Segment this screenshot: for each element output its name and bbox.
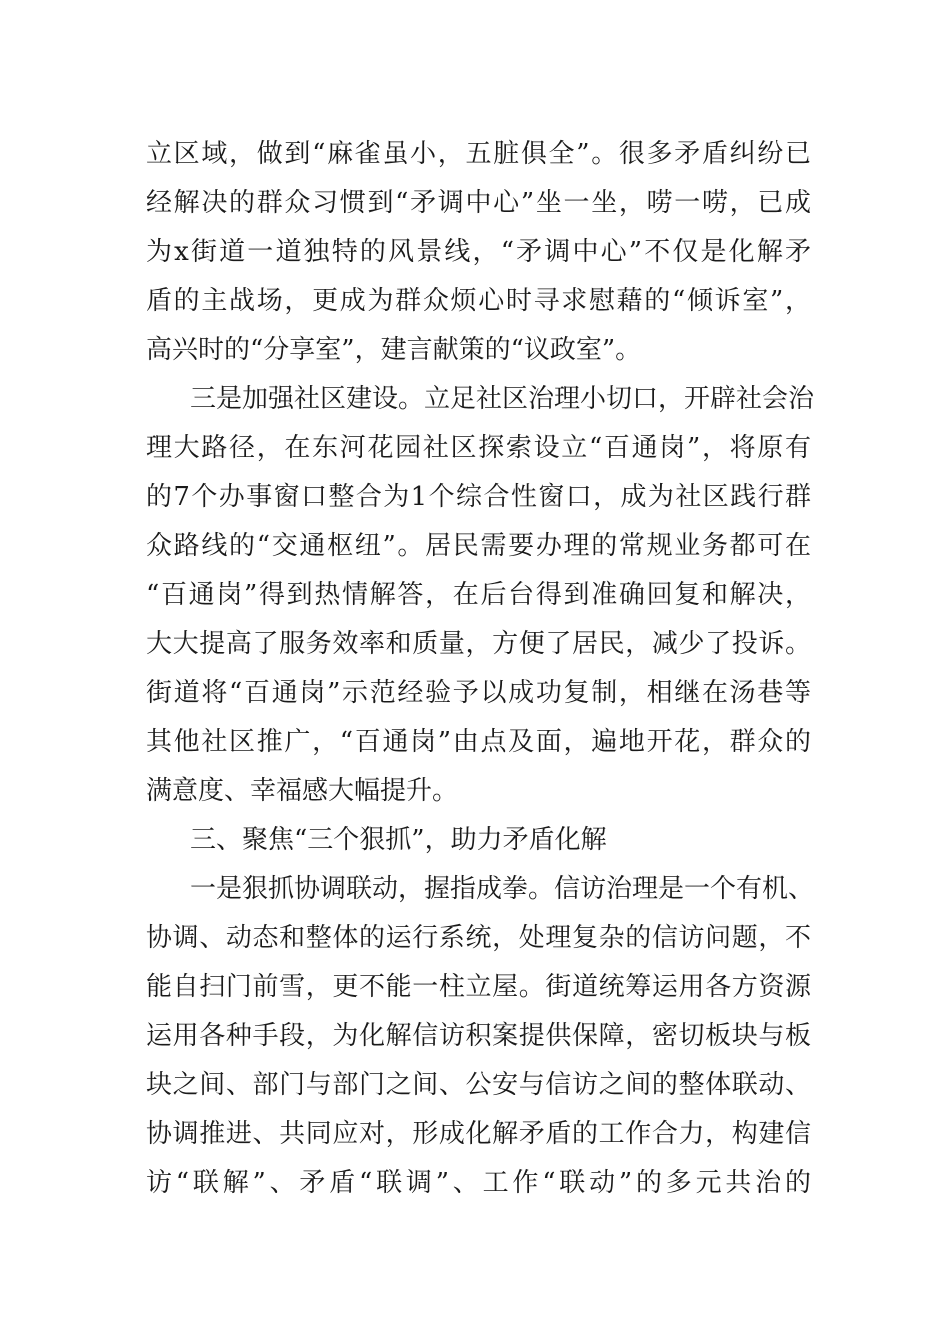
text-line-6: 三是加强社区建设。立足社区治理小切口，开辟社会治 [190,384,815,414]
text-line-8: 的7个办事窗口整合为1个综合性窗口，成为社区践行群 [146,482,811,512]
text-line-9: 众路线的“交通枢纽”。居民需要办理的常规业务都可在 [146,531,811,561]
text-line-4: 盾的主战场，更成为群众烦心时寻求慰藉的“倾诉室”， [146,286,811,316]
text-line-14: 满意度、幸福感大幅提升。 [146,776,459,806]
text-line-19: 运用各种手段，为化解信访积案提供保障，密切板块与板 [146,1021,811,1051]
text-line-3: 为x街道一道独特的风景线，“矛调中心”不仅是化解矛 [146,237,811,267]
text-line-11: 大大提高了服务效率和质量，方便了居民，减少了投诉。 [146,629,811,659]
text-line-12: 街道将“百通岗”示范经验予以成功复制，相继在汤巷等 [146,678,811,708]
text-line-5: 高兴时的“分享室”，建言献策的“议政室”。 [146,335,642,365]
text-line-1: 立区域，做到“麻雀虽小，五脏俱全”。很多矛盾纠纷已 [146,139,811,169]
section-heading: 三、聚焦“三个狠抓”，助力矛盾化解 [190,825,607,855]
text-line-16: 一是狠抓协调联动，握指成拳。信访治理是一个有机、 [190,874,815,904]
text-line-7: 理大路径，在东河花园社区探索设立“百通岗”，将原有 [146,433,811,463]
text-line-2: 经解决的群众习惯到“矛调中心”坐一坐，唠一唠，已成 [146,188,811,218]
text-line-18: 能自扫门前雪，更不能一柱立屋。街道统筹运用各方资源 [146,972,811,1002]
text-line-21: 协调推进、共同应对，形成化解矛盾的工作合力，构建信 [146,1119,811,1149]
document-body [146,130,815,1208]
text-line-10: “百通岗”得到热情解答，在后台得到准确回复和解决， [146,580,811,610]
text-line-17: 协调、动态和整体的运行系统，处理复杂的信访问题，不 [146,923,811,953]
text-line-22: 访“联解”、矛盾“联调”、工作“联动”的多元共治的 [146,1168,811,1198]
text-line-13: 其他社区推广，“百通岗”由点及面，遍地开花，群众的 [146,727,811,757]
text-line-20: 块之间、部门与部门之间、公安与信访之间的整体联动、 [146,1070,811,1100]
